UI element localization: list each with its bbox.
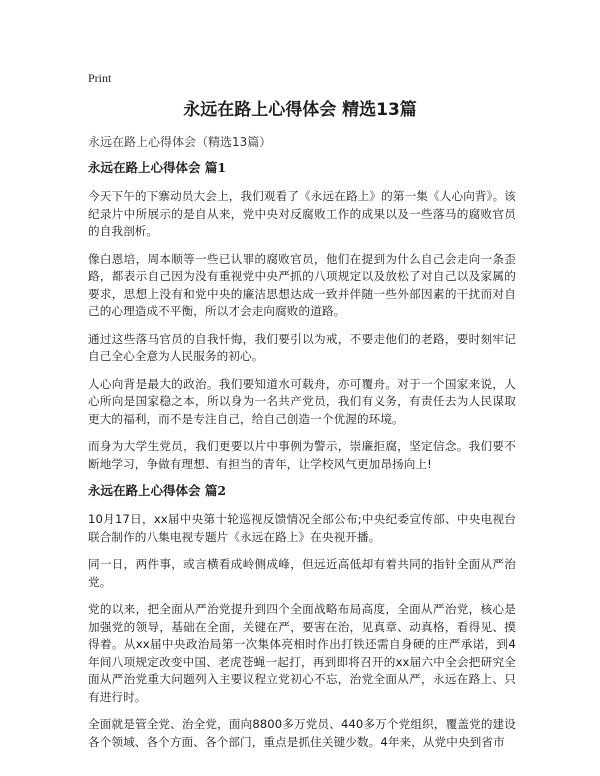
paragraph: 人心向背是最大的政治。我们要知道水可载舟，亦可覆舟。对于一个国家来说，人心所向是国家稳之本，所以身为一名共产党员，我们有义务，有责任去为人民谋取更大的福利，而不是专注自己，给自己创造一个优渥的环境。 (88, 376, 516, 426)
section-heading: 永远在路上心得体会 篇2 (88, 483, 227, 498)
page-title: 永远在路上心得体会 精选13篇 (183, 100, 417, 120)
paragraph: 像白恩培，周本顺等一些已认罪的腐败官员，他们在提到为什么自己会走向一条歪路，都表示自己因为没有重视党中央严抓的八项规定以及放松了对自己以及家属的要求，思想上没有和党中央的廉洁思想达成一致并伴随一些外部因素的干扰而对自己的心理造成不平衡，所以才会走向腐败的道路。 (88, 251, 516, 318)
print-link[interactable]: Print (88, 71, 112, 85)
paragraph: 党的以来，把全面从严治党提升到四个全面战略布局高度，全面从严治党，核心是加强党的领导，基础在全面，关键在严，要害在治，见真章、动真格，看得见、摸得着。从xx届中央政治局第一次集体亮相时作出打铁还需自身硬的庄严承诺，到4年间八项规定改变中国、老虎苍蝇一起打，再到即将召开的xx届六中全会把研究全面从严治党重大问题列入主要议程立党初心不忘，治党全面从严，永远在路上、只有进行时。 (88, 602, 516, 704)
section-2 (88, 483, 516, 751)
paragraph: 而身为大学生党员，我们更要以片中事例为警示，崇廉拒腐，坚定信念。我们要不断地学习，争做有理想、有担当的青年，让学校风气更加昂扬向上! (88, 439, 516, 471)
paragraph: 同一日，两件事，或言横看成岭侧成峰，但远近高低却有着共同的指针全面从严治党。 (88, 557, 516, 589)
paragraph: 10月17日，xx届中央第十轮巡视反馈情况全部公布;中央纪委宣传部、中央电视台联合制作的八集电视专题片《永远在路上》在央视开播。 (88, 512, 516, 544)
paragraph: 今天下午的下寨动员大会上，我们观看了《永远在路上》的第一集《人心向背》。该纪录片中所展示的是自从来，党中央对反腐败工作的成果以及一些落马的腐败官员的自我剖析。 (88, 189, 516, 238)
paragraph: 全面就是管全党、治全党，面向8800多万党员、440多万个党组织，覆盖党的建设各个领域、各个方面、各个部门，重点是抓住关键少数。4年来，从党中央到省市 (88, 717, 516, 749)
paragraph: 通过这些落马官员的自我忏悔，我们要引以为戒，不要走他们的老路，要时刻牢记自己全心全意为人民服务的初心。 (88, 331, 516, 363)
document-subtitle: 永远在路上心得体会（精选13篇） (88, 135, 272, 149)
section-heading: 永远在路上心得体会 篇1 (88, 160, 227, 175)
document-body (88, 160, 516, 761)
section-1 (88, 160, 516, 473)
